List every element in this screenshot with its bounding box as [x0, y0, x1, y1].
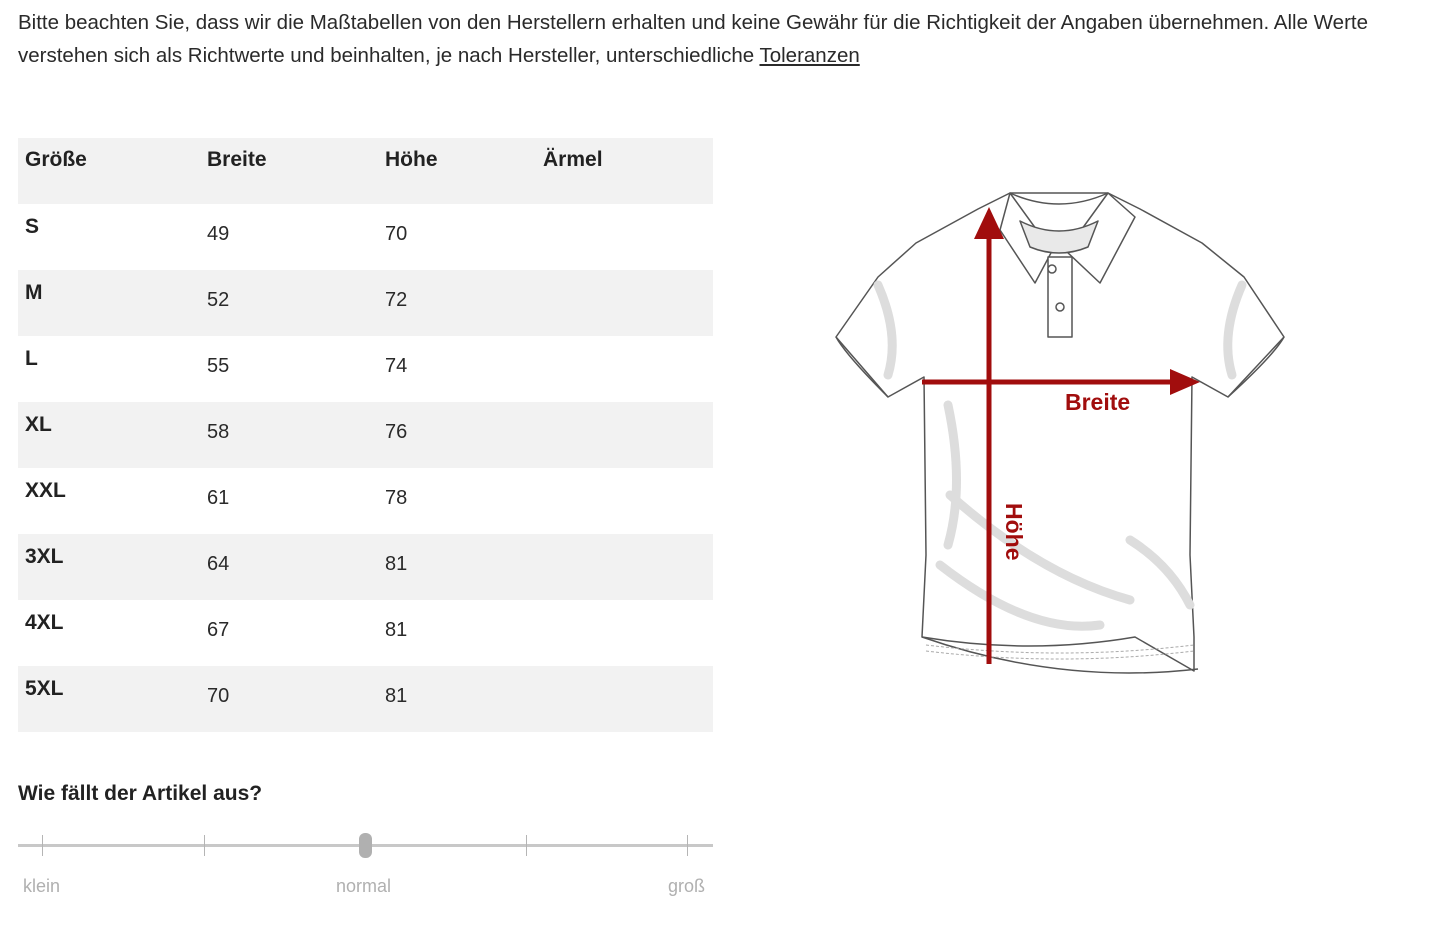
size-cell: XXL	[25, 479, 66, 502]
fit-label-normal: normal	[336, 876, 392, 896]
aermel-cell	[536, 666, 713, 732]
fit-slider-handle[interactable]	[359, 833, 372, 858]
size-cell: M	[25, 281, 43, 304]
hoehe-cell: 76	[385, 421, 408, 443]
size-cell: 5XL	[25, 677, 64, 700]
size-disclaimer	[18, 6, 1418, 72]
aermel-cell	[536, 600, 713, 666]
fit-label-large: groß	[668, 876, 706, 896]
polo-shirt-diagram	[830, 185, 1290, 690]
hoehe-cell: 74	[385, 355, 408, 377]
table-header-row	[18, 138, 713, 204]
aermel-cell	[536, 270, 713, 336]
disclaimer-text: Bitte beachten Sie, dass wir die Maßtabellen von den Herstellern erhalten und keine Gewähr für die Richtigkeit der Angaben übernehmen. Alle Werte verstehen sich als Richtwerte und beinhalten, je nach Hersteller, unterschiedliche	[18, 11, 1368, 67]
hoehe-cell: 81	[385, 619, 408, 641]
fit-label-small: klein	[23, 876, 61, 896]
fit-slider[interactable]	[18, 830, 713, 860]
size-cell: L	[25, 347, 38, 370]
table-row	[18, 402, 713, 468]
aermel-cell	[536, 468, 713, 534]
breite-cell: 58	[207, 421, 230, 443]
size-cell: 3XL	[25, 545, 64, 568]
breite-cell: 55	[207, 355, 230, 377]
height-label: Höhe	[1001, 503, 1027, 561]
breite-cell: 70	[207, 685, 230, 707]
tolerances-link[interactable]: Toleranzen	[759, 44, 860, 67]
table-row	[18, 270, 713, 336]
size-cell: S	[25, 215, 40, 238]
size-table	[18, 138, 713, 732]
table-row	[18, 666, 713, 732]
table-row	[18, 468, 713, 534]
table-row	[18, 336, 713, 402]
fit-slider-tick	[42, 835, 43, 856]
hoehe-cell: 81	[385, 553, 408, 575]
header-breite: Breite	[207, 148, 267, 171]
size-cell: 4XL	[25, 611, 64, 634]
breite-cell: 67	[207, 619, 230, 641]
hoehe-cell: 81	[385, 685, 408, 707]
table-row	[18, 600, 713, 666]
aermel-cell	[536, 402, 713, 468]
table-row	[18, 204, 713, 270]
hoehe-cell: 78	[385, 487, 408, 509]
fit-heading: Wie fällt der Artikel aus?	[18, 782, 263, 805]
header-aermel: Ärmel	[543, 148, 603, 171]
fit-slider-tick	[204, 835, 205, 856]
size-cell: XL	[25, 413, 52, 436]
aermel-cell	[536, 204, 713, 270]
polo-shirt-icon	[836, 193, 1284, 673]
header-groesse: Größe	[25, 148, 87, 171]
header-hoehe: Höhe	[385, 148, 438, 171]
aermel-cell	[536, 534, 713, 600]
aermel-cell	[536, 336, 713, 402]
hoehe-cell: 72	[385, 289, 408, 311]
breite-cell: 64	[207, 553, 230, 575]
fit-slider-tick	[687, 835, 688, 856]
breite-cell: 49	[207, 223, 230, 245]
hoehe-cell: 70	[385, 223, 408, 245]
size-diagram	[830, 185, 1290, 690]
breite-cell: 61	[207, 487, 230, 509]
breite-cell: 52	[207, 289, 230, 311]
width-label: Breite	[1065, 389, 1131, 415]
table-row	[18, 534, 713, 600]
fit-slider-tick	[526, 835, 527, 856]
